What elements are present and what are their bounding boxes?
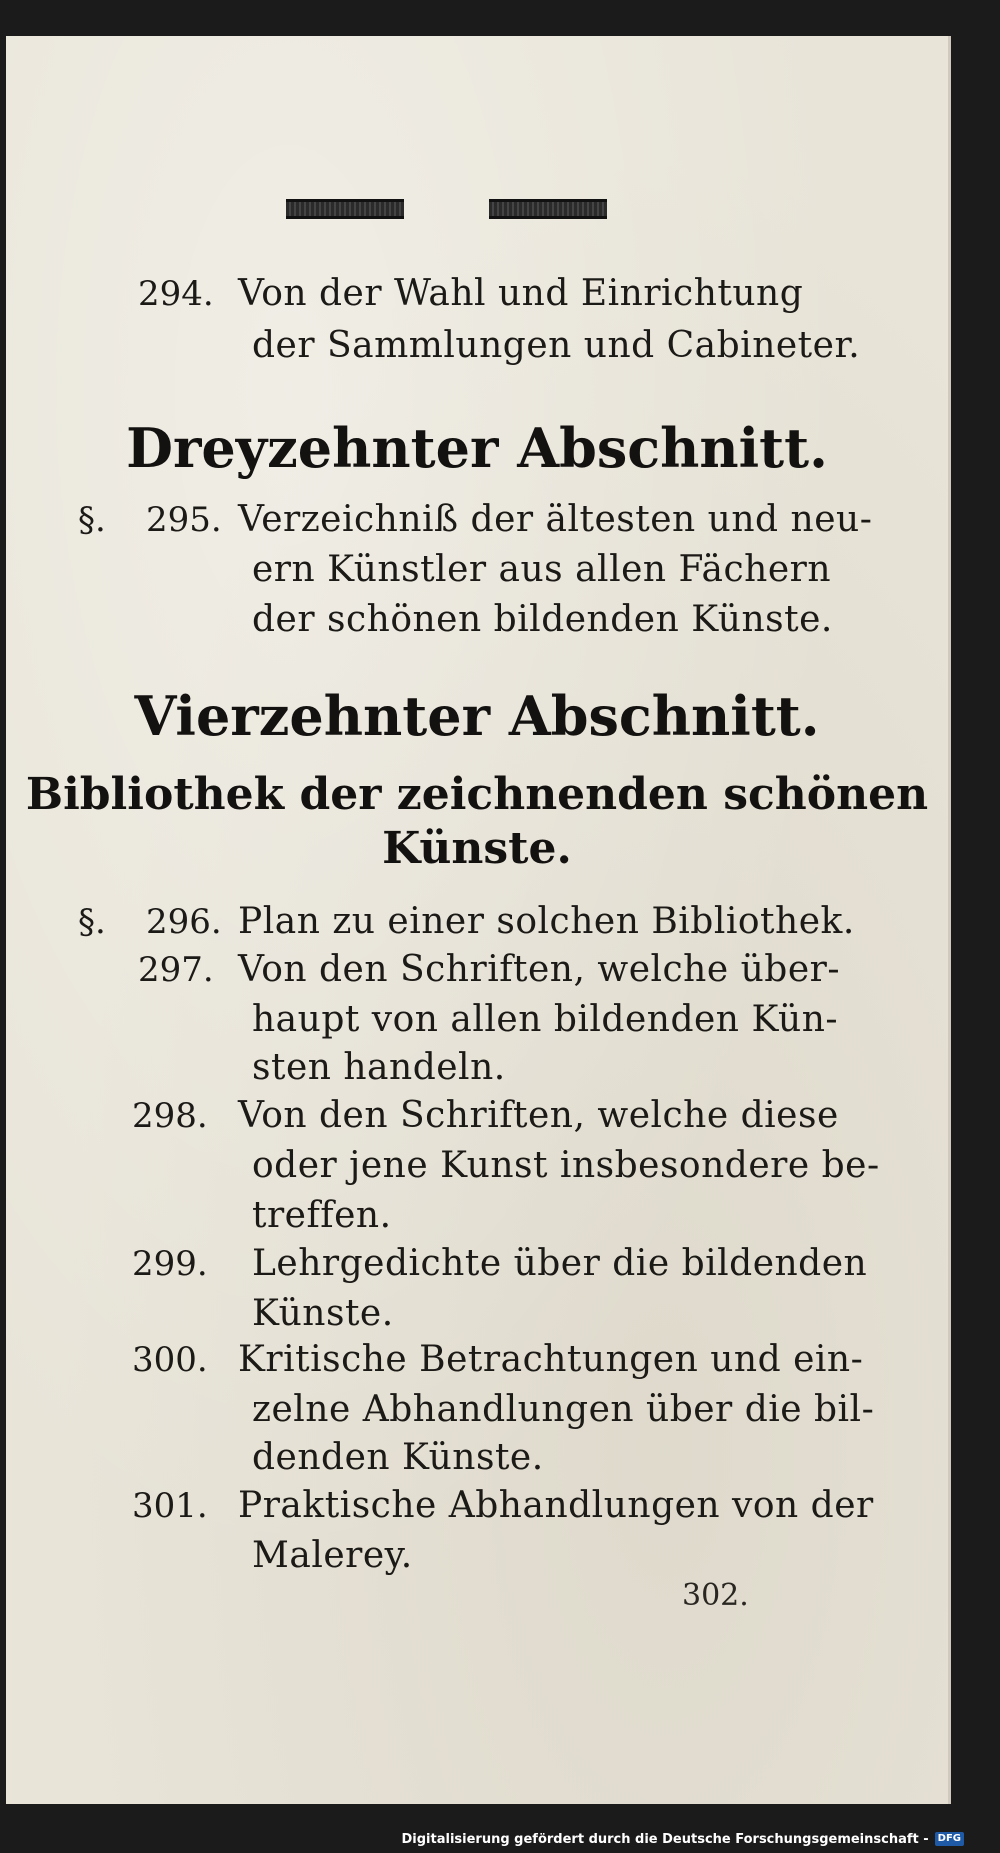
entry-300-line-3: denden Künste.: [252, 1437, 544, 1478]
entry-299-line-1: Lehrgedichte über die bildenden: [252, 1243, 868, 1284]
entry-number-294: 294.: [138, 274, 214, 314]
paragraph-sign-296: §.: [78, 902, 106, 942]
ornament-right: [489, 199, 607, 219]
ornament-left: [286, 199, 404, 219]
entry-number-296: 296.: [146, 902, 222, 942]
entry-295-line-3: der schönen bildenden Künste.: [252, 599, 833, 640]
footer-credit-text: Digitalisierung gefördert durch die Deutsche Forschungsgemeinschaft -: [401, 1831, 929, 1847]
entry-301-line-2: Malerey.: [252, 1535, 413, 1576]
section-14-subheading-line-2: Künste.: [382, 823, 572, 874]
book-page: [6, 36, 951, 1804]
section-14-subheading-line-1: Bibliothek der zeichnenden schönen: [25, 769, 929, 820]
entry-297-line-2: haupt von allen bildenden Kün-: [252, 999, 839, 1040]
entry-299-line-2: Künste.: [252, 1293, 394, 1334]
entry-295-line-2: ern Künstler aus allen Fächern: [252, 549, 832, 590]
section-13-heading: Dreyzehnter Abschnitt.: [126, 416, 828, 480]
catchword: 302.: [682, 1578, 749, 1613]
entry-number-297: 297.: [138, 950, 214, 990]
entry-298-line-1: Von den Schriften, welche diese: [238, 1095, 839, 1136]
entry-number-300: 300.: [132, 1340, 208, 1380]
entry-number-301: 301.: [132, 1486, 208, 1526]
entry-number-295: 295.: [146, 500, 222, 540]
entry-298-line-2: oder jene Kunst insbesondere be-: [252, 1145, 880, 1186]
entry-300-line-1: Kritische Betrachtungen und ein-: [238, 1339, 864, 1380]
entry-296-line-1: Plan zu einer solchen Bibliothek.: [238, 901, 855, 942]
digitization-footer: [402, 1829, 965, 1849]
paragraph-sign-295: §.: [78, 500, 106, 540]
entry-295-line-1: Verzeichniß der ältesten und neu-: [238, 499, 873, 540]
entry-301-line-1: Praktische Abhandlungen von der: [238, 1485, 874, 1526]
entry-298-line-3: treffen.: [252, 1195, 392, 1236]
entry-294-line-2: der Sammlungen und Cabineter.: [252, 325, 861, 366]
entry-number-298: 298.: [132, 1096, 208, 1136]
dfg-logo-icon: DFG: [935, 1832, 964, 1846]
entry-297-line-3: sten handeln.: [252, 1047, 506, 1088]
entry-297-line-1: Von den Schriften, welche über-: [238, 949, 841, 990]
section-14-heading: Vierzehnter Abschnitt.: [134, 684, 820, 748]
entry-300-line-2: zelne Abhandlungen über die bil-: [252, 1389, 875, 1430]
entry-number-299: 299.: [132, 1244, 208, 1284]
entry-294-line-1: Von der Wahl und Einrichtung: [238, 273, 804, 314]
